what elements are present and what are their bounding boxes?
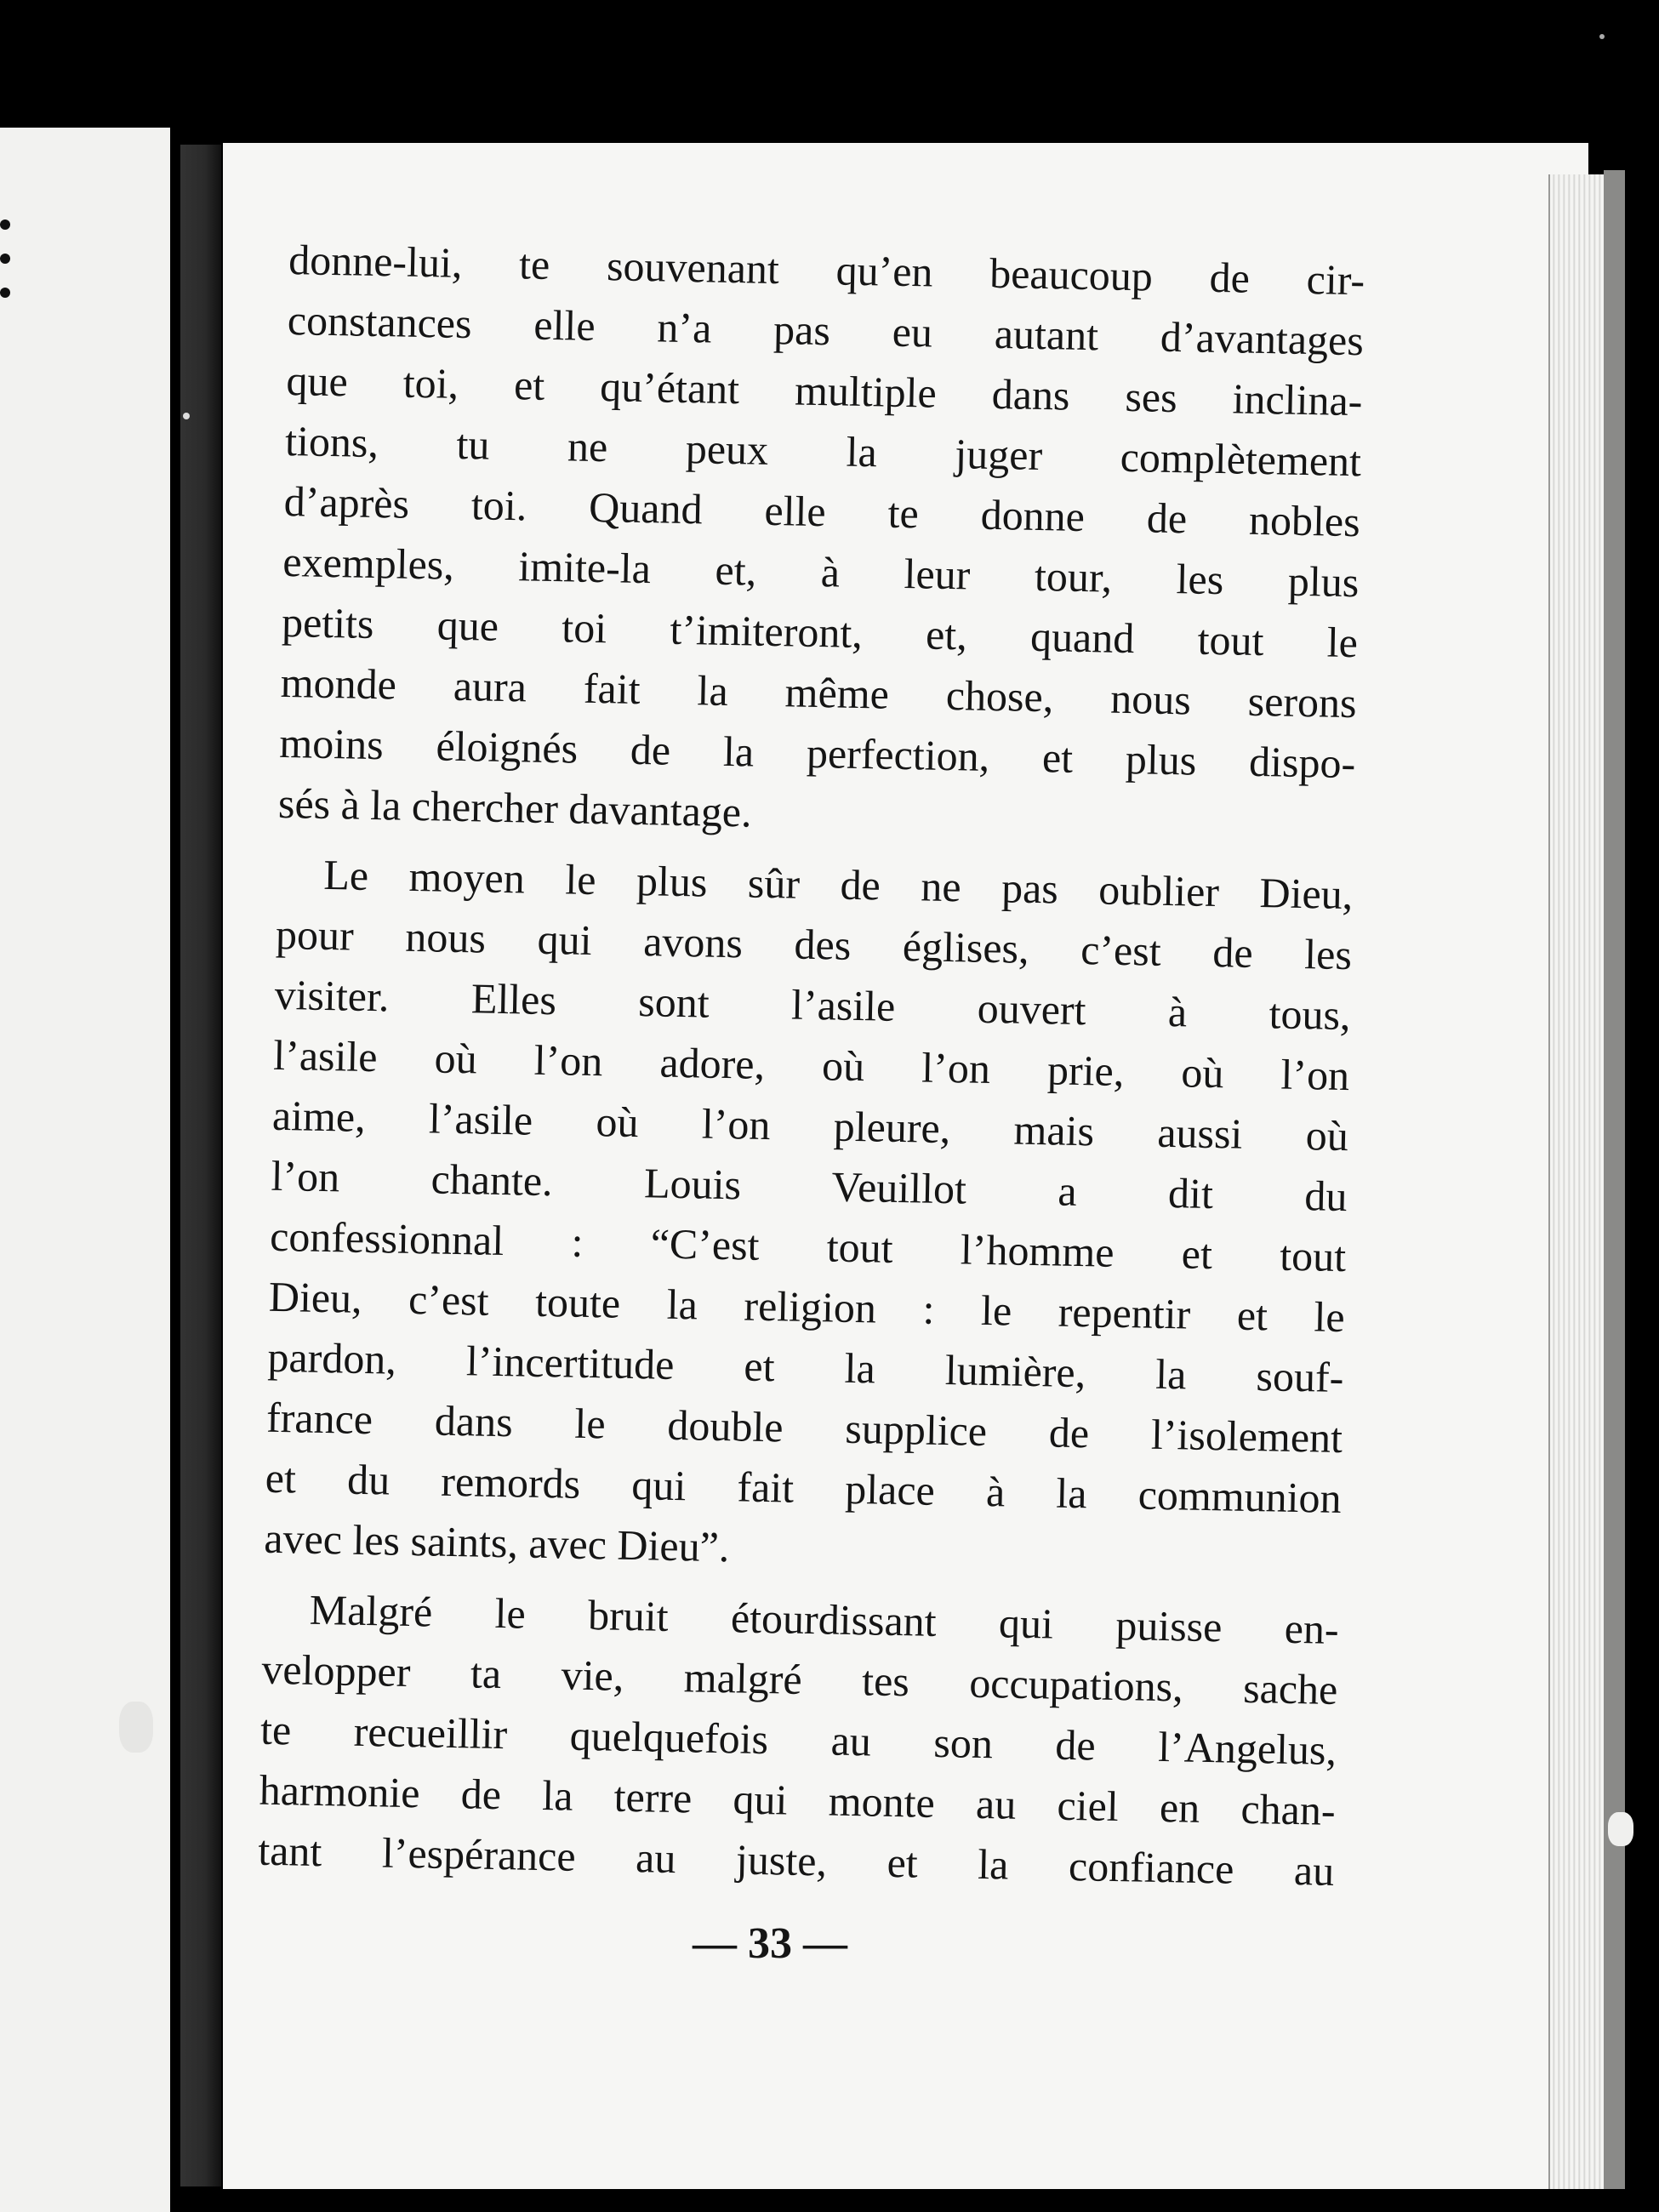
text-line: donne-lui, te souvenant qu’en beaucoup de cir-: [288, 235, 1365, 305]
text-line: l’on chante. Louis Veuillot a dit du: [271, 1151, 1348, 1221]
page-stack-shadow: [1604, 170, 1625, 2189]
text-line: d’après toi. Quand elle te donne de nobles: [283, 476, 1361, 546]
scan-speck: [1599, 34, 1605, 39]
text-line: Dieu, c’est toute la religion : le repentir et le: [268, 1272, 1346, 1342]
text-line: velopper ta vie, malgré tes occupations, sache: [260, 1645, 1338, 1713]
book-gutter: [180, 145, 221, 2186]
text-line: et du remords qui fait place à la communion: [265, 1453, 1343, 1523]
text-line: avec les saints, avec Dieu”.: [263, 1514, 730, 1571]
text-line: sés à la chercher davantage.: [277, 778, 753, 836]
text-line: harmonie de la terre qui monte au ciel en chan-: [259, 1765, 1337, 1834]
page-stack-edges: [1548, 174, 1610, 2189]
text-line: tions, tu ne peux la juger complètement: [284, 416, 1362, 486]
scan-speck: [119, 1702, 153, 1753]
text-line: france dans le double supplice de l’isolement: [265, 1393, 1343, 1462]
text-line: te recueillir quelquefois au son de l’Angelus,: [259, 1705, 1337, 1774]
text-line: exemples, imite-la et, à leur tour, les plus: [282, 537, 1360, 607]
text-line: que toi, et qu’étant multiple dans ses inclina-: [286, 356, 1363, 425]
facing-page: [0, 128, 170, 2212]
text-line: pour nous qui avons des églises, c’est de les: [275, 909, 1353, 979]
facing-page-text-fragments: [0, 196, 15, 366]
page-number: — 33 —: [693, 1919, 847, 1968]
scan-speck: [1608, 1812, 1633, 1846]
text-line: l’asile où l’on adore, où l’on prie, où l’on: [272, 1030, 1350, 1100]
text-line: Malgré le bruit étourdissant qui puisse en-: [309, 1585, 1340, 1653]
text-line: moins éloignés de la perfection, et plus dispo-: [278, 718, 1356, 788]
text-line: tant l’espérance au juste, et la confiance au: [257, 1826, 1335, 1895]
text-line: confessionnal : “C’est tout l’homme et tout: [269, 1211, 1347, 1281]
text-line: Le moyen le plus sûr de ne pas oublier Dieu,: [322, 850, 1354, 919]
text-line: constances elle n’a pas eu autant d’avantages: [287, 295, 1365, 365]
text-line: pardon, l’incertitude et la lumière, la souf-: [267, 1332, 1344, 1402]
text-line: monde aura fait la même chose, nous serons: [280, 658, 1358, 727]
text-line: petits que toi t’imiteront, et, quand tout le: [281, 597, 1359, 667]
page-body-text: [258, 230, 1365, 1901]
text-line: aime, l’asile où l’on pleure, mais aussi où: [271, 1091, 1349, 1160]
text-line: visiter. Elles sont l’asile ouvert à tous,: [274, 970, 1352, 1040]
scan-speck: [183, 413, 190, 419]
